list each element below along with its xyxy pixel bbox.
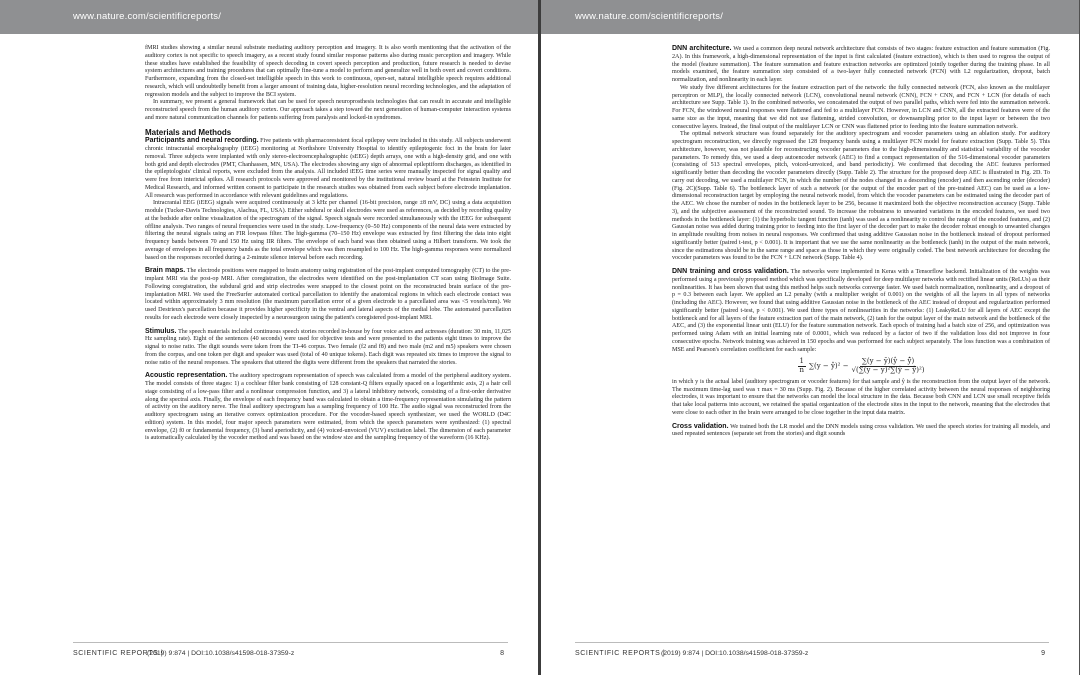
loss-equation: $\frac{1}{n}$ ∑(y − ŷ)² − $\frac{\sum(y - ȳ)(ŷ - ŷ̄)}{\text{√(∑(y − ȳ)²∑(ŷ − ŷ̄)²)}}$ <box>799 357 925 374</box>
page-number: 9 <box>1041 650 1045 657</box>
paragraph: We study five different architectures for the feature extraction part of the network: the fully connected network (FCN, also known as the multilayer perceptron or MLP), the locally connected network (LCN), convolutional neural network (CNN), FCN + CNN, and FCN + LCN (for details of each architecture see Supp. Table 1). In the combined networks, we concatenated the output of two parallel paths, which were fed into the summation network. For FCN, the windowed neural responses were flattened and fed to a multilayer FCN. However, in LCN and CNN, all the extracted features were of the same size as the input, meaning that we did not use flattening, strided convolution, or downsampling prior to the input layer or between the two consecutive layers. Instead, the final output of the multilayer LCN or CNN was flattened prior to feeding into the feature summation network. <box>672 84 1050 130</box>
paragraph: in which y is the actual label (auditory spectrogram or vocoder features) for that sample and ŷ is the reconstruction from the output layer of the network. The maximum time-lag used was τ max = 30 ms (Supp. Fig. 2). Because of the higher correlated activity between the neural responses of neighboring electrodes, it was important to ensure that the networks can model the local structure in the data. Because both CNN and LCN use small receptive fields that take local patterns into account, we retained the spatial organization of the electrode sites in the input to the network, meaning that the electrodes that were close to each other in the brain were arranged to be close together in the input data matrix. <box>672 378 1050 416</box>
subsection-heading: DNN architecture. <box>672 45 732 52</box>
footer-citation[interactable]: (2019) 9:874 | DOI:10.1038/s41598-018-37359-z <box>661 650 809 657</box>
paragraph-text: We trained both the LR model and the DNN models using cross validation. We used the speech stories for training all models, and used repeated sentences (separate set from the stories) and digit sounds <box>672 423 1051 438</box>
footer-divider <box>575 642 1049 643</box>
section-title: Materials and Methods <box>145 127 232 137</box>
header-url[interactable]: www.nature.com/scientificreports/ <box>575 11 724 22</box>
footer-divider <box>73 642 508 643</box>
page-number: 8 <box>500 650 504 657</box>
footer-journal: SCIENTIFIC REPORTS | <box>73 650 164 657</box>
subsection-heading: Cross validation. <box>672 422 729 430</box>
subsection-heading: Participants and neural recording. <box>145 137 259 145</box>
paragraph <box>145 328 511 368</box>
paragraph: fMRI studies showing a similar neural substrate mediating auditory perception and imagery. It is also worth mentioning that the activation of the auditory cortex is not specific to speech imagery, as a recent study found similar response patterns also during music perception and imagery. While these studies have established the feasibility of speech decoding in covert speech perception and production, future research is needed to devise system architectures and training procedures that can optimally fine-tune a model to perform and generalize well in both overt and covert conditions. Furthermore, expanding from the closed-set intelligible speech in this work to continuous, open-set, natural intelligible speech requires additional research, which will undoubtedly benefit from a larger amount of training data, higher-resolution neural recording technologies, and the adaptation of regression models and the subject to improve the BCI system. <box>145 45 511 98</box>
subsection-heading: Stimulus. <box>145 327 177 335</box>
paragraph-text: The speech materials included continuous speech stories recorded in-house by four voice actors and actresses (duration: 30 min, 11,025 Hz sampling rate). Eight of the sentences (40 seconds) were used for objective tests and were presented to the patients eight times to improve the signal to noise ratio. The digit sounds were taken from the TI-46 corpus. Two female (f2 and f8) and two male (m2 and m5) speakers were chosen from the corpus, and one token per digit and speaker was used (total of 40 unique tokens). Each digit was repeated six times to improve the signal to noise ratio of the neural responses. The speakers that uttered the digits were different from the speakers that narrated the stories. <box>145 328 511 366</box>
paragraph <box>145 372 511 443</box>
page-header-bar <box>0 0 538 34</box>
paragraph <box>145 137 511 200</box>
paragraph <box>145 267 511 322</box>
paragraph <box>672 45 1050 85</box>
subsection-heading: DNN training and cross validation. <box>672 268 789 275</box>
page-footer <box>0 640 538 668</box>
paragraph <box>672 268 1050 354</box>
header-url[interactable]: www.nature.com/scientificreports/ <box>73 11 222 22</box>
paragraph-text: The electrode positions were mapped to brain anatomy using registration of the post-implant computed tomography (CT) to the pre-implant MRI via the post-op MRI. After coregistration, the electrodes were identified on the post-implantation CT scan using BioImage Suite. Following coregistration, the subdural grid and strip electrodes were snapped to the closest point on the reconstructed brain surface of the pre-implantation MRI. We used the FreeSurfer automated cortical parcellation to identify the anatomical regions in which each electrode contact was located within approximately 3 mm resolution (the maximum parcellation error of a given electrode to a parcellated area was <5 voxels/mm). We used Destrieux's parcellation because it provides higher specificity in the ventral and lateral aspects of the medial lobe. The automated parcellation results for each electrode were closely inspected by a neurosurgeon using the patient's coregistered post-implant MRI. <box>145 268 511 321</box>
page-8 <box>0 0 538 675</box>
paragraph: In summary, we present a general framework that can be used for speech neuroprosthesis technologies that can result in accurate and intelligible reconstructed speech from the human auditory cortex. Our approach takes a step toward the next generation of human-computer interaction systems and more natural communication channels for patients suffering from paralysis and locked-in syndromes. <box>145 99 511 121</box>
page-header-bar <box>541 0 1079 34</box>
paragraph: Intracranial EEG (iEEG) signals were acquired continuously at 3 kHz per channel (16-bit precision, range ±8 mV, DC) using a data acquisition module (Tucker-Davis Technologies, Alachua, FL, USA). Either subdural or skull electrodes were used as references, as decided by recording quality at the bedside after online visualization of the spectrogram of the signal. Speech signals were recorded simultaneously with the iEEG for subsequent offline analysis. Two ranges of neural frequencies were used in the study. Low-frequency (0–50 Hz) components of the neural data were extracted by filtering the neural signals using an FIR lowpass filter. The high-gamma (70–150 Hz) envelope was extracted by first filtering the data into eight frequency bands between 70 and 150 Hz using IIR filters. The envelope of each band was then obtained using a Hilbert transform. We took the average of envelopes in all frequency bands as the total envelope which was then resampled to 100 Hz. The high-gamma responses were normalized based on the responses recorded during a 2-minute silence interval before each recording. <box>145 200 511 261</box>
paragraph-text: The auditory spectrogram representation of speech was calculated from a model of the peripheral auditory system. The model consists of three stages: 1) a cochlear filter bank consisting of 128 constant-Q filters equally spaced on a logarithmic axis, 2) a hair cell stage consisting of a low-pass filter and a nonlinear compression function, and 3) a lateral inhibitory network, consisting of a first-order derivative along the spectral axis. Finally, the envelope of each frequency band was calculated to obtain a time-frequency representation simulating the pattern of activity on the auditory nerve. The final auditory spectrogram has a sampling frequency of 100 Hz. The audio signal was reconstructed from the auditory spectrogram using an iterative convex optimization procedure. For the vocoder-based speech synthesizer, we used the WORLD (D4C edition) system. In this model, four major speech parameters were estimated, from which the speech parameters were synthesized: (1) spectral envelope, (2) f0 or fundamental frequency, (3) band aperiodicity, and (4) voiced-unvoiced (VUV) excitation label. The dimension of each parameter is automatically calculated by the vocoder method and was based on the window size and the sampling frequency of the waveform (16 KHz). <box>145 373 512 442</box>
page-content <box>672 45 1050 439</box>
paragraph-text: The networks were implemented in Keras with a Tensorflow backend. Initialization of the weights was performed using a previously proposed method which was specifically developed for deep multilayer networks with rectified linear units (ReLUs) as their nonlinearities. It has been shown that using this method helps such networks converge faster. We used batch normalization, nonlinearity, and a dropout of p = 0.3 between each layer. We applied an L2 penalty (with a multiplier weight of 0.001) on the weights of all the layers in all types of networks (including the AEC). However, we found that using additive Gaussian noise in the bottleneck of the AEC instead of dropout and regularization performed significantly better (paired t-test, p < 0.001). We used three types of nonlinearities in the networks: (1) LeakyReLU for all layers of AEC except the bottleneck and for all layers of the feature extraction part of the main network, (2) tanh for the output layer of the main network and the bottleneck of the AEC, and (3) the exponential linear unit (ELU) for the feature summation network. Each epoch of training had a batch size of 256, and optimization was performed using Adam with an initial learning rate of 0.0001, which was reduced by a factor of two if the validation loss did not improve in four consecutive epochs. Network training was achieved in 150 epochs and was performed for each subject separately. The loss function was a combination of MSE and Pearson's correlation coefficient for each sample: <box>672 269 1050 353</box>
paragraph: The optimal network structure was found separately for the auditory spectrogram and vocoder parameters using an ablation study. For auditory spectrogram reconstruction, we directly regressed the 128 frequency bands using a multilayer FCN model for feature extraction (Supp. Table 5). This architecture, however, was not plausible for reconstructing vocoder parameters due to the high-dimensionality and statistical variability of the vocoder parameters. To remedy this, we used a deep autoencoder network (AEC) to find a compact representation of the 516-dimensional vocoder parameters (consisting of 513 spectral envelopes, pitch, voiced-unvoiced, and band periodicity). We confirmed that decoding the AEC features performed significantly better than decoding the vocoder parameters directly (Supp. Table 2). The structure for the proposed deep AEC is illustrated in Fig. 2D. To carry out decoding, we used a multilayer FCN, in which the number of the nodes changed in a descending (encoder) and then ascending order (decoder) (Fig. 2C)(Supp. Table 6). The bottleneck layer of such a network (or the output of the encoder part of the pre-trained AEC) can be used as a low-dimensional reconstruction target by employing the neural network model, from which the vocoder parameters can be estimated using the decoder part of the AEC. We chose the number of nodes in the bottleneck layer to be 256, because it maximized both the objective reconstruction accuracy (Supp. Table 3), and the subjective assessment of the reconstructed sound. To increase the robustness to unwanted variations in the encoded features, we used two methods in the bottleneck layer: (1) the hyperbolic tangent function (tanh) was used as a nonlinearity to control the range of the encoded features, and (2) Gaussian noise was added during training prior to feeding into the first layer of the decoder part to make the decoder robust enough to unwanted changes in amplitude resulting from noises in neural responses. We confirmed that using additive Gaussian noise in the bottleneck instead of dropout performed significantly better (paired t-test, p < 0.001). It is important that we use the same nonlinearity as the bottleneck (tanh) in the output of the main network, since the estimations should be in the same range and space as those in which they were originally coded. The best network architecture for decoding the vocoder parameters was found to be the FCN + LCN network (Supp. Table 4). <box>672 131 1050 262</box>
page-9 <box>541 0 1079 675</box>
paragraph-text: Five patients with pharmacoresistent focal epilepsy were included in this study. All subjects underwent chronic intracranial encephalography (iEEG) monitoring at Northshore University Hospital to identify epileptogenic foci in the brain for later removal. Three subjects were implanted with only stereo-electroencephalographic (sEEG) depth arrays, one with a high-density grid, and one with both grid and depth electrodes (PMT, Chanhassen, MN, USA). The electrodes showing any sign of abnormal epileptiform discharges, as identified in the epileptologists' clinical reports, were excluded from the analysis. All included iEEG time series were manually inspected for signal quality and were free from interictal spikes. All research protocols were approved and monitored by the institutional review board at the Feinstein Institute for Medical Research, and informed written consent to participate in the research studies was obtained from each subject before electrode implantation. All research was performed in accordance with relevant guidelines and regulations. <box>145 138 511 199</box>
subsection-heading: Brain maps. <box>145 267 186 275</box>
footer-journal: SCIENTIFIC REPORTS | <box>575 650 666 657</box>
paragraph <box>672 423 1050 440</box>
paragraph-text: We used a common deep neural network architecture that consists of two stages: feature extraction and feature summation (Fig. 2A). In this framework, a high-dimensional representation of the input is first calculated (feature extraction), which is then used to regress the output of the model (feature summation). The feature summation and feature extraction networks are optimized jointly together during the training phase. In all models examined, the feature summation step consisted of a two-layer fully connected network (FCN) with L2 regularization, dropout, batch normalization, and nonlinearity in each layer. <box>672 46 1050 83</box>
page-content <box>145 45 511 443</box>
footer-citation[interactable]: (2019) 9:874 | DOI:10.1038/s41598-018-37359-z <box>147 650 295 657</box>
subsection-heading: Acoustic representation. <box>145 372 228 380</box>
page-footer <box>541 640 1079 668</box>
